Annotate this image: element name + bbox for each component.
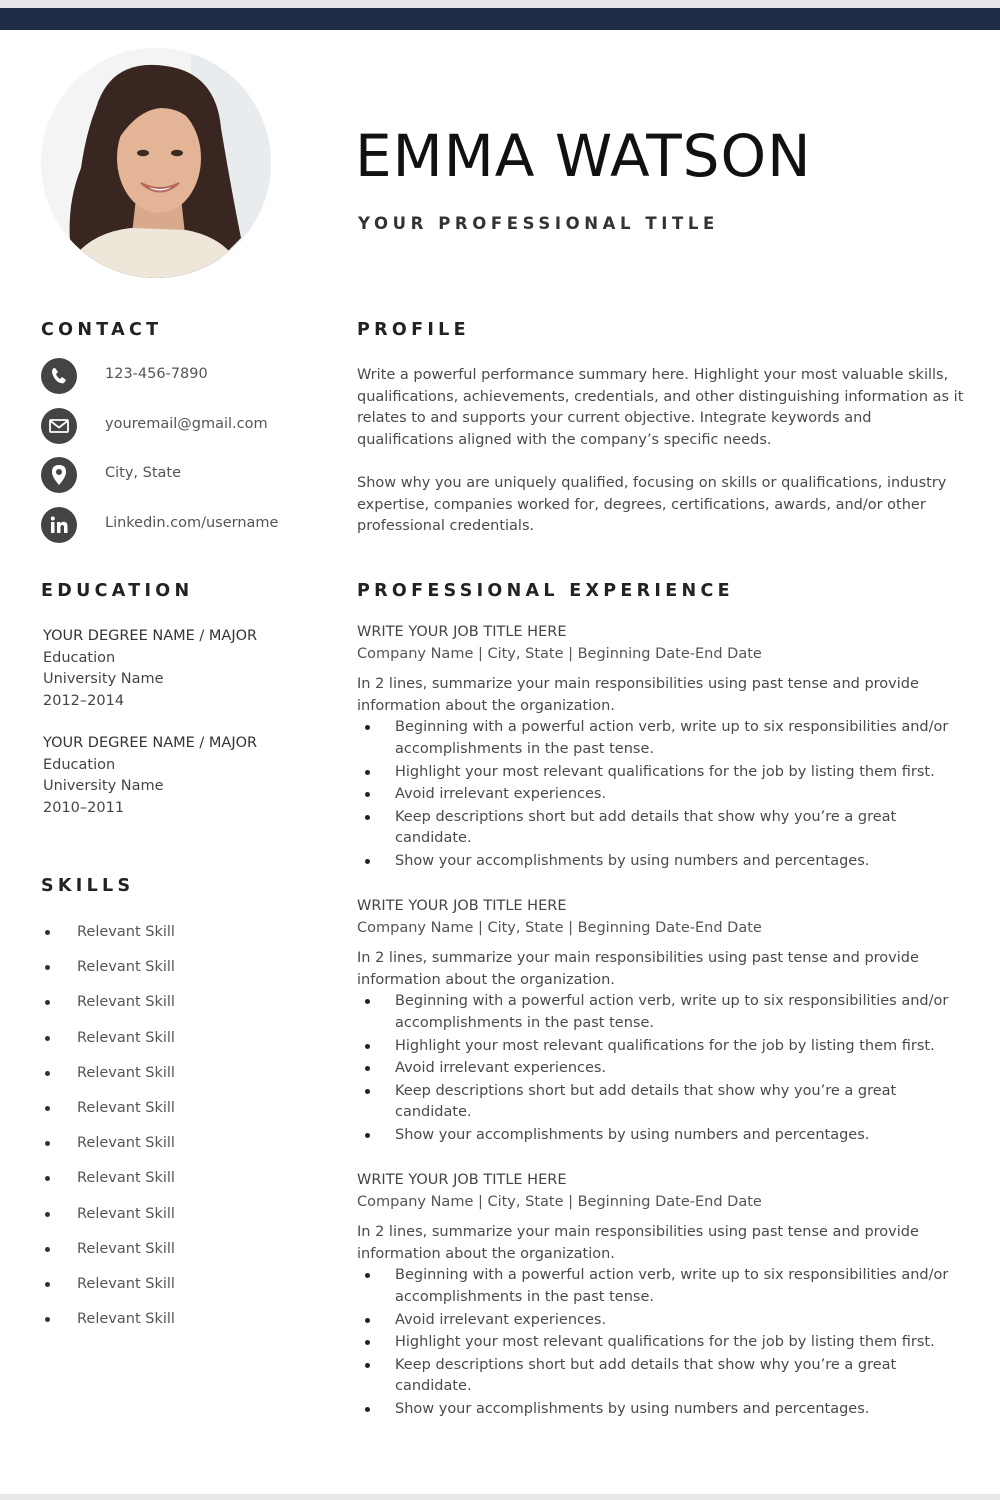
job-bullet: Beginning with a powerful action verb, write up to six responsibilities and/or accomplishments in the past tense. bbox=[357, 717, 967, 760]
job-bullet: Keep descriptions short but add details that show why you’re a great candidate. bbox=[357, 1081, 967, 1124]
page-bottom-edge bbox=[0, 1494, 1000, 1500]
skill-item: Relevant Skill bbox=[41, 919, 175, 954]
job-bullet: Beginning with a powerful action verb, write up to six responsibilities and/or accomplishments in the past tense. bbox=[357, 1265, 967, 1308]
professional-title: YOUR PROFESSIONAL TITLE bbox=[358, 214, 719, 233]
degree-field: Education bbox=[43, 649, 116, 666]
contact-phone-text: 123-456-7890 bbox=[105, 366, 208, 382]
university-name: University Name bbox=[43, 778, 164, 795]
job-summary: In 2 lines, summarize your main responsibilities using past tense and provide information about the organization. bbox=[357, 1224, 919, 1262]
contact-heading: CONTACT bbox=[41, 320, 163, 340]
contact-email bbox=[41, 408, 331, 444]
location-pin-icon bbox=[41, 457, 77, 493]
profile-paragraph-1: Write a powerful performance summary here. Highlight your most valuable skills, qualifications, achievements, credentials, and other distinguishing information as it relates to and supports your current objective. Integrate keywords and qualifications aligned with the company’s specific needs. bbox=[357, 367, 964, 449]
candidate-name: EMMA WATSON bbox=[355, 122, 812, 190]
skill-item: Relevant Skill bbox=[41, 1306, 175, 1341]
contact-email-text: youremail@gmail.com bbox=[105, 416, 268, 432]
job-title: WRITE YOUR JOB TITLE HERE bbox=[357, 1172, 567, 1188]
job-bullet: Highlight your most relevant qualifications for the job by listing them first. bbox=[357, 1332, 967, 1354]
skills-list bbox=[41, 919, 175, 1341]
skill-item: Relevant Skill bbox=[41, 1025, 175, 1060]
job-entry-2 bbox=[357, 895, 967, 1147]
degree-name: YOUR DEGREE NAME / MAJOR bbox=[43, 735, 258, 751]
skill-item: Relevant Skill bbox=[41, 1095, 175, 1130]
job-company-line: Company Name | City, State | Beginning Date-End Date bbox=[357, 646, 762, 662]
job-bullet: Highlight your most relevant qualifications for the job by listing them first. bbox=[357, 762, 967, 784]
job-bullet: Keep descriptions short but add details that show why you’re a great candidate. bbox=[357, 807, 967, 850]
job-entry-3 bbox=[357, 1169, 967, 1421]
job-title: WRITE YOUR JOB TITLE HERE bbox=[357, 898, 567, 914]
degree-years: 2010–2011 bbox=[43, 800, 125, 817]
job-summary: In 2 lines, summarize your main responsibilities using past tense and provide information about the organization. bbox=[357, 676, 919, 714]
job-bullet: Avoid irrelevant experiences. bbox=[357, 784, 967, 806]
education-entry-2 bbox=[43, 733, 257, 820]
skill-item: Relevant Skill bbox=[41, 1130, 175, 1165]
skill-item: Relevant Skill bbox=[41, 1165, 175, 1200]
job-bullet: Keep descriptions short but add details that show why you’re a great candidate. bbox=[357, 1355, 967, 1398]
skill-item: Relevant Skill bbox=[41, 1201, 175, 1236]
job-bullets bbox=[357, 1265, 967, 1420]
skills-heading: SKILLS bbox=[41, 876, 135, 896]
contact-linkedin-text: Linkedin.com/username bbox=[105, 515, 279, 531]
job-entry-1 bbox=[357, 621, 967, 873]
profile-paragraph-2: Show why you are uniquely qualified, focusing on skills or qualifications, industry expertise, companies worked for, degrees, certifications, awards, and/or other professional credentials. bbox=[357, 475, 947, 535]
viewer-top-strip bbox=[0, 0, 1000, 8]
job-summary: In 2 lines, summarize your main responsibilities using past tense and provide information about the organization. bbox=[357, 950, 919, 988]
skill-item: Relevant Skill bbox=[41, 1271, 175, 1306]
job-bullet: Show your accomplishments by using numbers and percentages. bbox=[357, 1125, 967, 1147]
skill-item: Relevant Skill bbox=[41, 1236, 175, 1271]
profile-heading: PROFILE bbox=[357, 320, 470, 340]
header-color-band bbox=[0, 8, 1000, 30]
job-bullet: Avoid irrelevant experiences. bbox=[357, 1310, 967, 1332]
education-heading: EDUCATION bbox=[41, 581, 194, 601]
job-company-line: Company Name | City, State | Beginning Date-End Date bbox=[357, 1194, 762, 1210]
email-icon bbox=[41, 408, 77, 444]
phone-icon bbox=[41, 358, 77, 394]
job-title: WRITE YOUR JOB TITLE HERE bbox=[357, 624, 567, 640]
job-bullets bbox=[357, 991, 967, 1146]
job-bullet: Beginning with a powerful action verb, write up to six responsibilities and/or accomplishments in the past tense. bbox=[357, 991, 967, 1034]
job-bullet: Highlight your most relevant qualifications for the job by listing them first. bbox=[357, 1036, 967, 1058]
university-name: University Name bbox=[43, 671, 164, 688]
linkedin-icon bbox=[41, 507, 77, 543]
job-bullet: Show your accomplishments by using numbers and percentages. bbox=[357, 1399, 967, 1421]
job-company-line: Company Name | City, State | Beginning Date-End Date bbox=[357, 920, 762, 936]
job-bullet: Avoid irrelevant experiences. bbox=[357, 1058, 967, 1080]
contact-phone bbox=[41, 358, 331, 394]
contact-location bbox=[41, 457, 331, 493]
education-entry-1 bbox=[43, 626, 257, 713]
degree-years: 2012–2014 bbox=[43, 693, 125, 710]
job-bullets bbox=[357, 717, 967, 872]
skill-item: Relevant Skill bbox=[41, 1060, 175, 1095]
profile-photo bbox=[41, 48, 271, 278]
contact-location-text: City, State bbox=[105, 465, 182, 481]
contact-linkedin bbox=[41, 507, 331, 543]
experience-heading: PROFESSIONAL EXPERIENCE bbox=[357, 581, 734, 601]
skill-item: Relevant Skill bbox=[41, 989, 175, 1024]
skill-item: Relevant Skill bbox=[41, 954, 175, 989]
job-bullet: Show your accomplishments by using numbers and percentages. bbox=[357, 851, 967, 873]
degree-name: YOUR DEGREE NAME / MAJOR bbox=[43, 628, 258, 644]
degree-field: Education bbox=[43, 756, 116, 773]
